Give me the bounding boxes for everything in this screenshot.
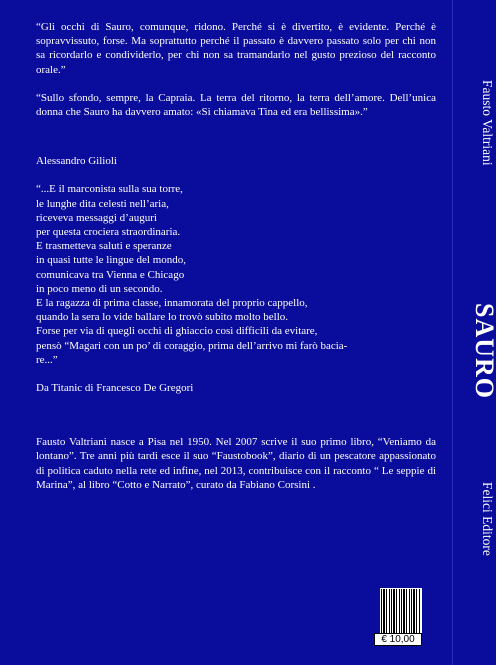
poem bbox=[36, 182, 436, 367]
poem-source: Da Titanic di Francesco De Gregori bbox=[36, 382, 194, 395]
poem-line: per questa crociera straordinaria. bbox=[36, 226, 181, 239]
poem-line: in quasi tutte le lingue del mondo, bbox=[36, 254, 187, 267]
poem-line: quando la sera lo vide ballare lo trovò subito molto bello. bbox=[36, 311, 289, 324]
author-bio: Fausto Valtriani nasce a Pisa nel 1950. Nel 2007 scrive il suo primo libro, “Veniamo da lontano”. Tre anni più tardi esce il suo “Faustobook”, diario di un pescatore appassionato di politica caduto nella rete ed infine, nel 2013, contribuisce con il racconto “ Le seppie di Marina”, al libro “Cotto e Narrato”, curato da Fabiano Corsini . bbox=[36, 436, 436, 491]
quote-author: Alessandro Gilioli bbox=[36, 155, 117, 168]
quote-1: “Gli occhi di Sauro, comunque, ridono. Perché si è divertito, è evidente. Perché è sopravvissuto, forse. Ma soprattutto perché il passato è davvero passato solo per chi non sa ricordarlo e condividerlo, per chi non sa tramandarlo nel gusto prezioso del racconto orale.” bbox=[36, 21, 436, 76]
poem-line: comunicava tra Vienna e Chicago bbox=[36, 268, 185, 281]
spine-author: Fausto Valtriani bbox=[480, 80, 495, 166]
poem-line: re...” bbox=[36, 353, 58, 366]
spine-title: SAURO bbox=[470, 303, 499, 400]
poem-line: riceveva messaggi d’auguri bbox=[36, 211, 157, 224]
price-label: € 10,00 bbox=[374, 633, 422, 646]
book-spine bbox=[453, 0, 499, 665]
poem-line: Forse per via di quegli occhi di ghiaccio così difficili da evitare, bbox=[36, 325, 318, 338]
quote-2: “Sullo sfondo, sempre, la Capraia. La terra del ritorno, la terra dell’amore. Dell’unica donna che Sauro ha davvero amato: «Si chiamava Tina ed era bellissima».” bbox=[36, 91, 436, 119]
barcode bbox=[380, 588, 422, 634]
spine-publisher: Felici Editore bbox=[480, 482, 495, 556]
poem-line: E trasmetteva saluti e speranze bbox=[36, 240, 172, 253]
poem-line: “...E il marconista sulla sua torre, bbox=[36, 183, 183, 196]
poem-line: le lunghe dita celesti nell’aria, bbox=[36, 197, 169, 210]
poem-line: E la ragazza di prima classe, innamorata del proprio cappello, bbox=[36, 297, 308, 310]
poem-line: pensò “Magari con un po’ di coraggio, prima dell’arrivo mi farò bacia- bbox=[36, 339, 348, 352]
poem-line: in poco meno di un secondo. bbox=[36, 282, 163, 295]
